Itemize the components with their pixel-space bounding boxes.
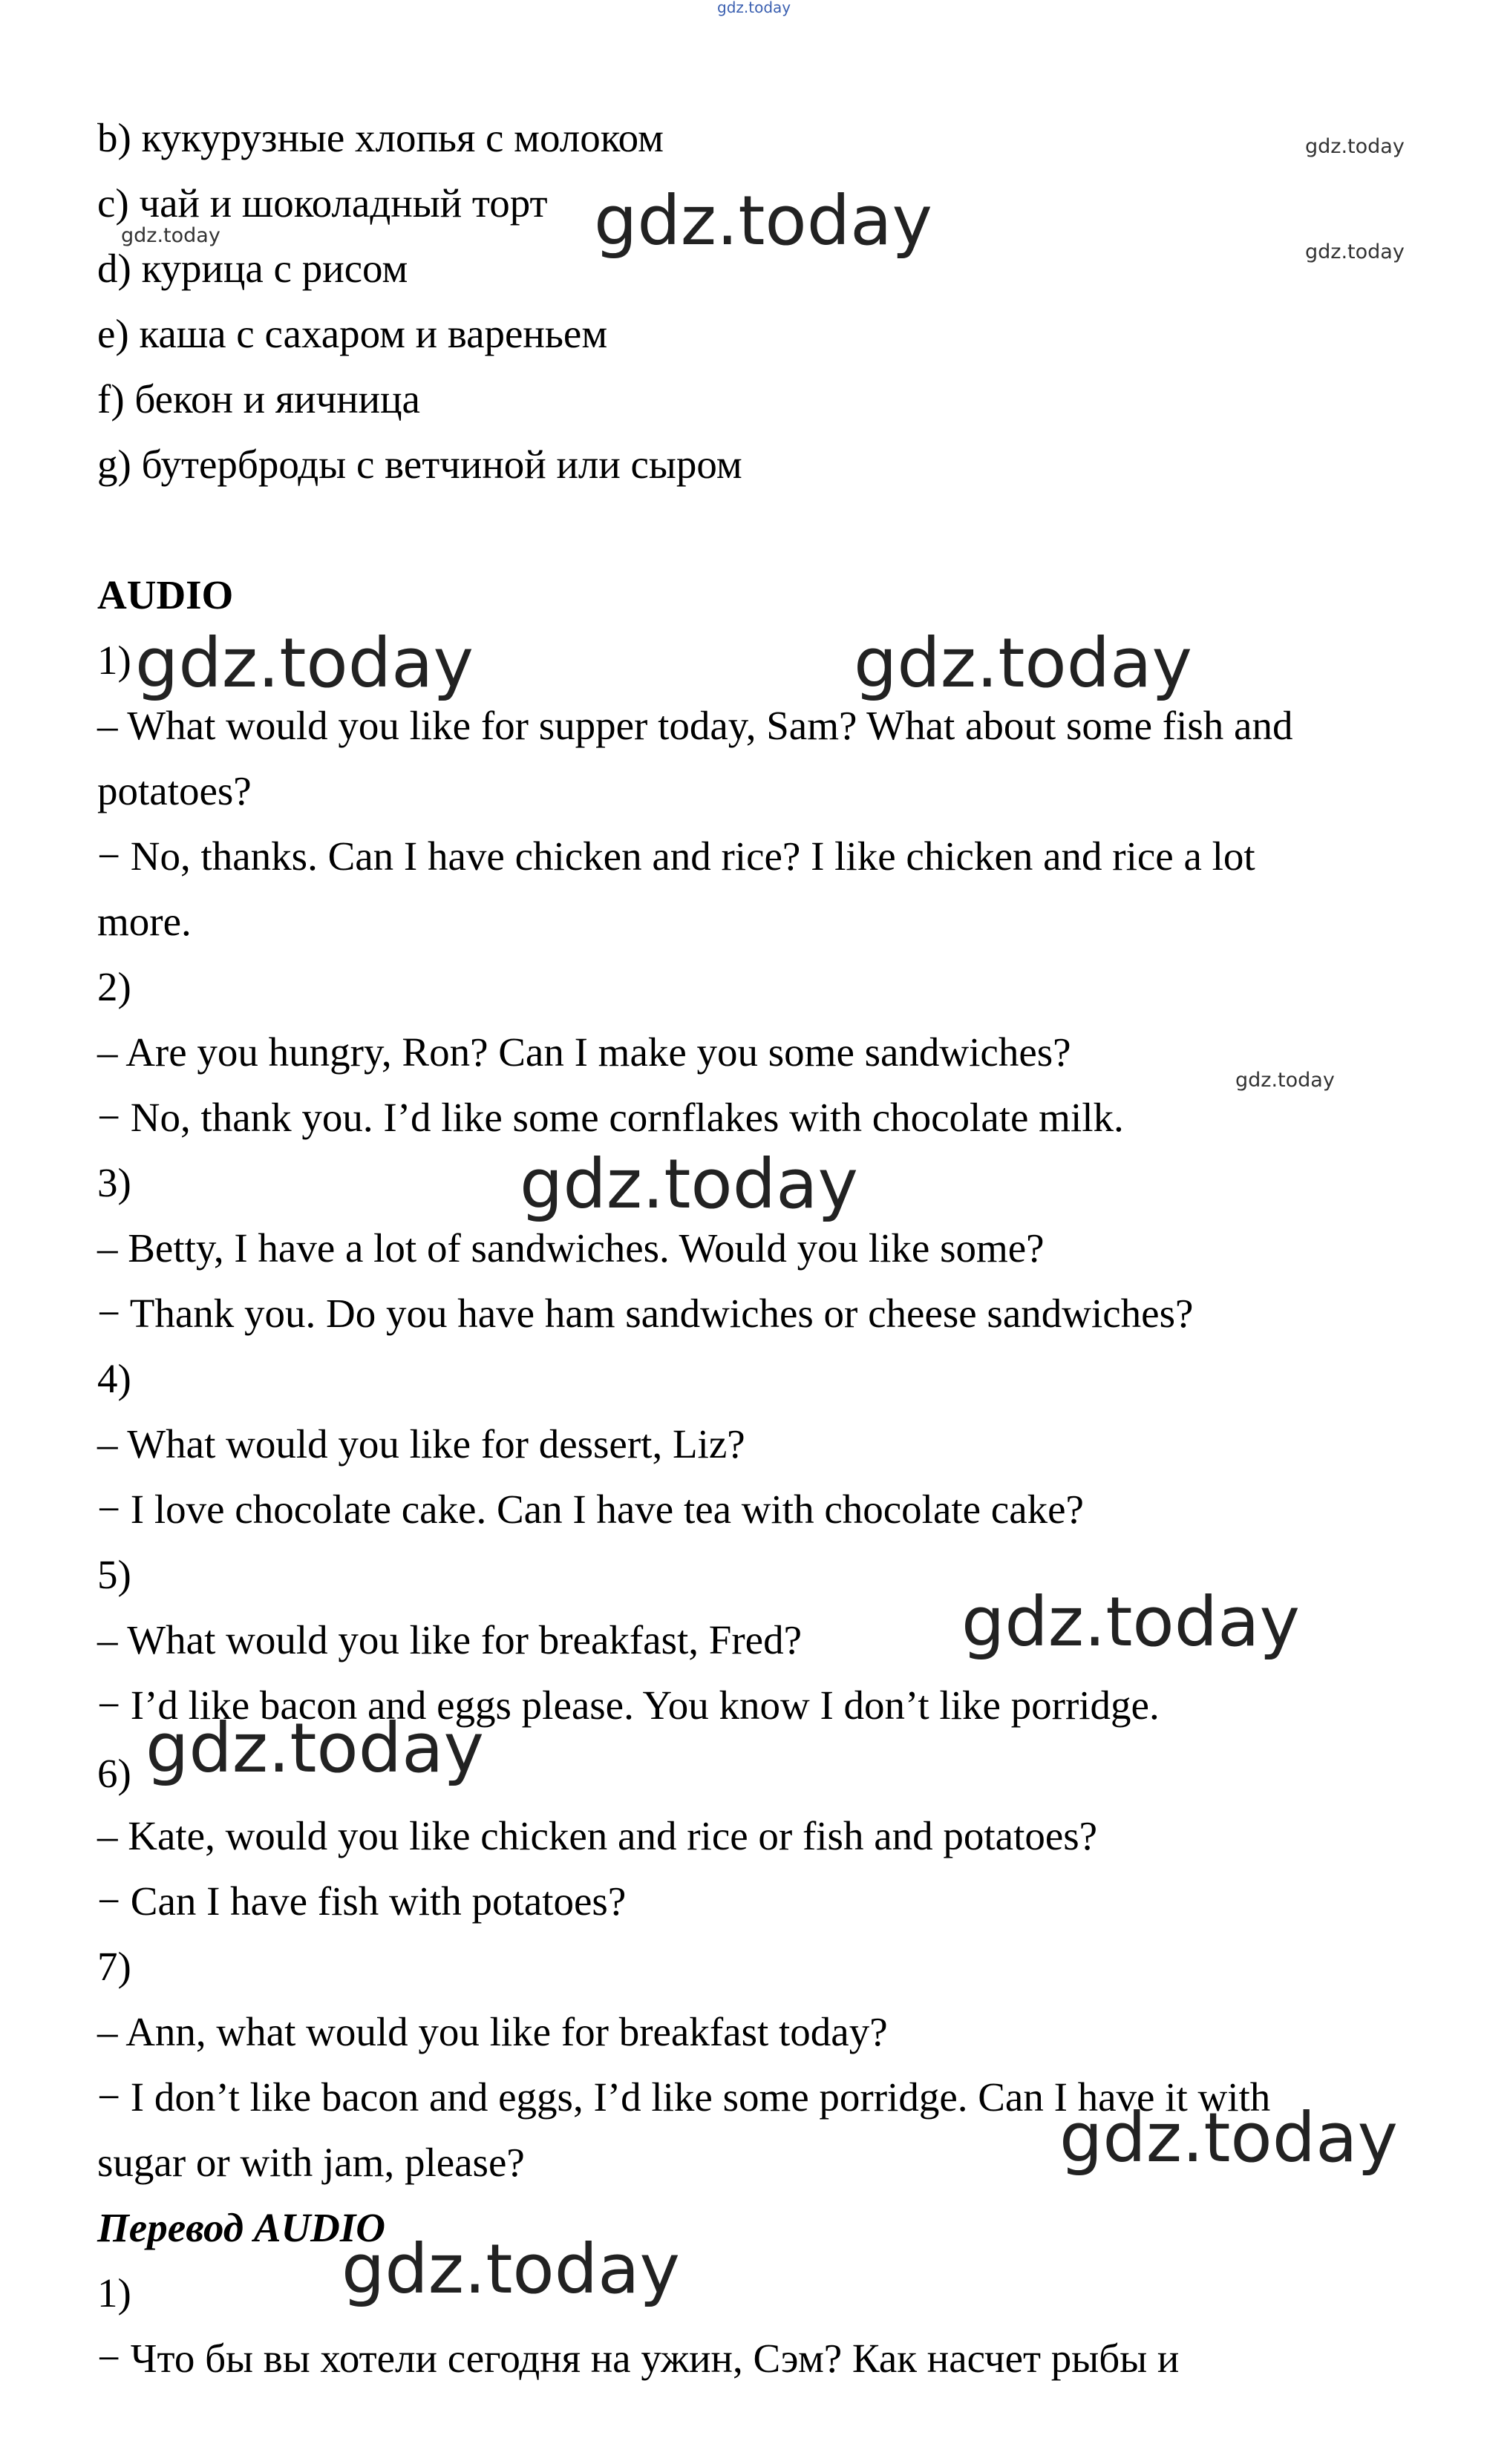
audio-heading: AUDIO [97,572,234,617]
translation-heading: Перевод AUDIO [97,2205,386,2250]
audio-line: 1) [97,638,131,683]
audio-line: – Ann, what would you like for breakfast today? [97,2009,888,2054]
option-g: g) бутерброды с ветчиной или сыром [97,442,742,487]
audio-line: – Kate, would you like chicken and rice or fish and potatoes? [97,1813,1098,1858]
audio-line: more. [97,899,192,944]
audio-line: − I don’t like bacon and eggs, I’d like some porridge. Can I have it with [97,2074,1271,2120]
option-c: c) чай и шоколадный торт [97,180,548,226]
audio-line: 2) [97,964,131,1009]
audio-line: – What would you like for supper today, Sam? What about some fish and [97,703,1293,748]
watermark: gdz.today [594,181,932,261]
audio-line: − I’d like bacon and eggs please. You know I don’t like porridge. [97,1682,1160,1728]
watermark-top: gdz.today [717,0,791,16]
option-f: f) бекон и яичница [97,376,420,422]
watermark: gdz.today [341,2229,680,2309]
watermark-small: gdz.today [1305,135,1405,158]
audio-line: − No, thank you. I’d like some cornflakes with chocolate milk. [97,1095,1124,1140]
audio-line: – Are you hungry, Ron? Can I make you some sandwiches? [97,1029,1071,1075]
watermark: gdz.today [961,1582,1300,1662]
audio-line: – What would you like for dessert, Liz? [97,1421,745,1467]
audio-line: – Betty, I have a lot of sandwiches. Would you like some? [97,1225,1045,1271]
audio-line: − Can I have fish with potatoes? [97,1878,627,1924]
watermark: gdz.today [146,1708,484,1788]
audio-line: 7) [97,1944,131,1989]
watermark: gdz.today [520,1144,858,1224]
translation-line: 1) [97,2270,131,2316]
audio-line: − I love chocolate cake. Can I have tea with chocolate cake? [97,1487,1084,1532]
option-b: b) кукурузные хлопья с молоком [97,115,664,160]
watermark-small: gdz.today [1305,240,1405,263]
audio-line: sugar or with jam, please? [97,2140,525,2185]
audio-line: – What would you like for breakfast, Fred? [97,1617,802,1662]
audio-line: 3) [97,1160,131,1205]
option-d: d) курица с рисом [97,246,408,291]
watermark: gdz.today [854,623,1192,703]
audio-line: 5) [97,1552,131,1597]
watermark: gdz.today [1059,2098,1398,2178]
watermark-small: gdz.today [1235,1069,1335,1092]
translation-line: − Что бы вы хотели сегодня на ужин, Сэм? Как насчет рыбы и [97,2336,1180,2381]
watermark: gdz.today [135,623,474,703]
watermark-small: gdz.today [121,224,220,247]
audio-line: − Thank you. Do you have ham sandwiches or cheese sandwiches? [97,1291,1194,1336]
audio-line: − No, thanks. Can I have chicken and rice? I like chicken and rice a lot [97,833,1255,879]
audio-line: 4) [97,1356,131,1401]
audio-line: 6) [97,1751,131,1796]
audio-line: potatoes? [97,768,252,813]
option-e: e) каша с сахаром и вареньем [97,311,608,356]
